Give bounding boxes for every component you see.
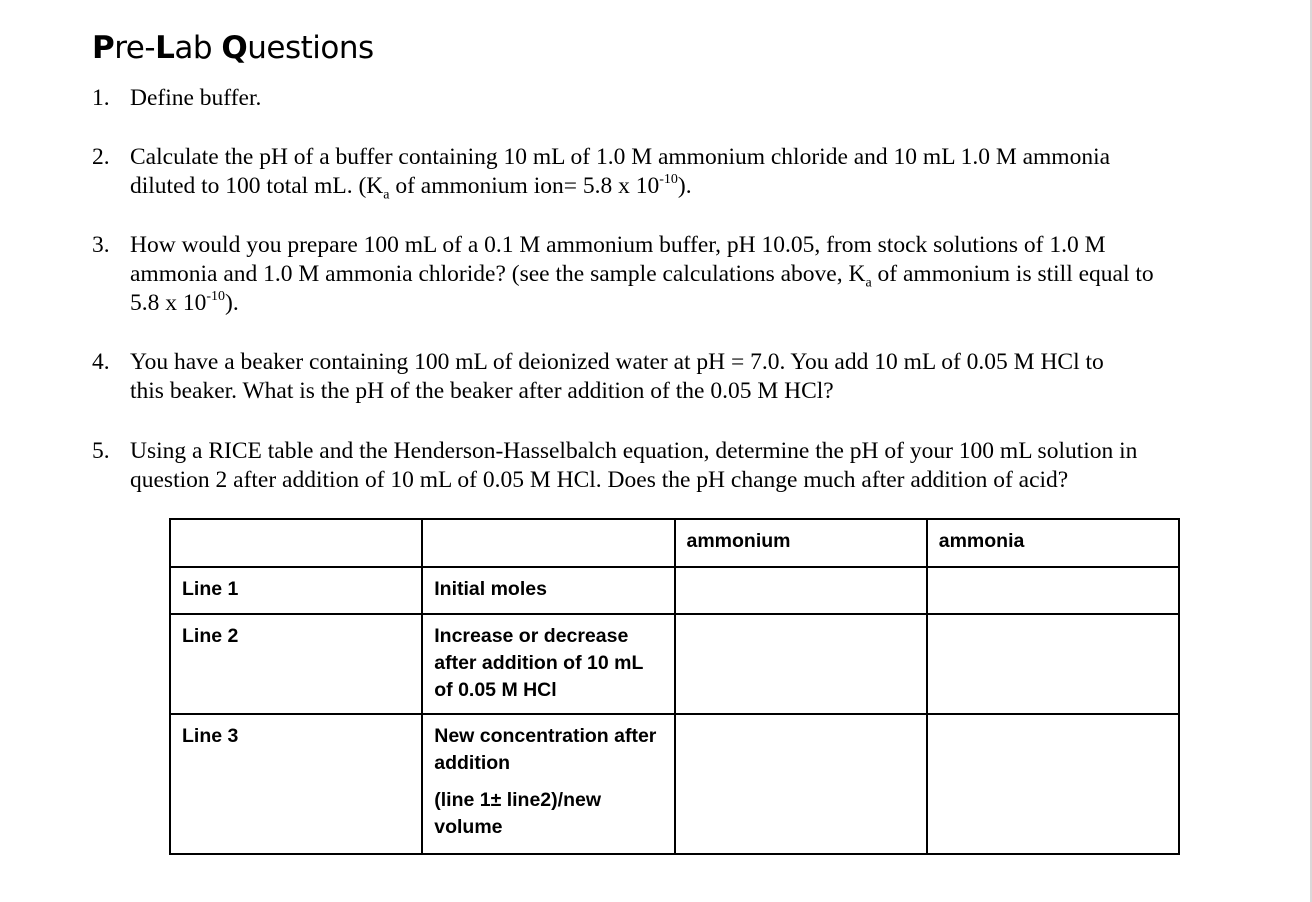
- row-description: Initial moles: [422, 567, 674, 614]
- ammonium-cell[interactable]: [675, 567, 927, 614]
- row-label: Line 2: [170, 614, 422, 714]
- row-description: Increase or decrease after addition of 10 mL of 0.05 M HCl: [422, 614, 674, 714]
- question-text: Calculate the pH of a buffer containing 10 mL of 1.0 M ammonium chloride and 10 mL 1.0 M ammonia diluted to 100 total mL. ($K_a$ of ammonium ion= 5.8 x $10^{-10}$).: [130, 144, 1111, 203]
- table-row: [170, 567, 1179, 614]
- ammonia-cell[interactable]: [927, 614, 1179, 714]
- row-label: Line 3: [170, 714, 422, 854]
- question-text: Using a RICE table and the Henderson-Hasselbalch equation, determine the pH of your 100 mL solution in question 2 after addition of 10 mL of 0.05 M HCl. Does the pH change much after addition of acid?: [130, 438, 1138, 493]
- question-text: Define buffer.: [130, 85, 262, 111]
- table-header-ammonium: ammonium: [675, 519, 927, 567]
- question-text: You have a beaker containing 100 mL of deionized water at pH = 7.0. You add 10 mL of 0.05 M HCl to this beaker. What is the pH of the beaker after addition of the 0.05 M HCl?: [130, 349, 1104, 404]
- question-number: 5.: [92, 438, 110, 464]
- ammonia-cell[interactable]: [927, 567, 1179, 614]
- ammonia-cell[interactable]: [927, 714, 1179, 854]
- question-number: 4.: [92, 349, 110, 375]
- question-number: 3.: [92, 232, 110, 258]
- page-title: Pre-Lab Questions: [92, 30, 374, 66]
- table-header-row: [170, 519, 1179, 567]
- ammonium-cell[interactable]: [675, 614, 927, 714]
- question-text: How would you prepare 100 mL of a 0.1 M ammonium buffer, pH 10.05, from stock solutions of 1.0 M ammonia and 1.0 M ammonia chloride? (see the sample calculations above, $K_a$ of ammonium is still equal to 5.8 x $10^{-10}$).: [130, 232, 1154, 316]
- rice-table: [169, 518, 1180, 855]
- table-row: [170, 714, 1179, 854]
- ammonium-cell[interactable]: [675, 714, 927, 854]
- table-row: [170, 614, 1179, 714]
- question-number: 1.: [92, 85, 110, 111]
- table-header-cell: [170, 519, 422, 567]
- table-header-ammonia: ammonia: [927, 519, 1179, 567]
- table-header-cell: [422, 519, 674, 567]
- row-description: New concentration after addition (line 1± line2)/new volume: [422, 714, 674, 854]
- row-label: Line 1: [170, 567, 422, 614]
- question-number: 2.: [92, 144, 110, 170]
